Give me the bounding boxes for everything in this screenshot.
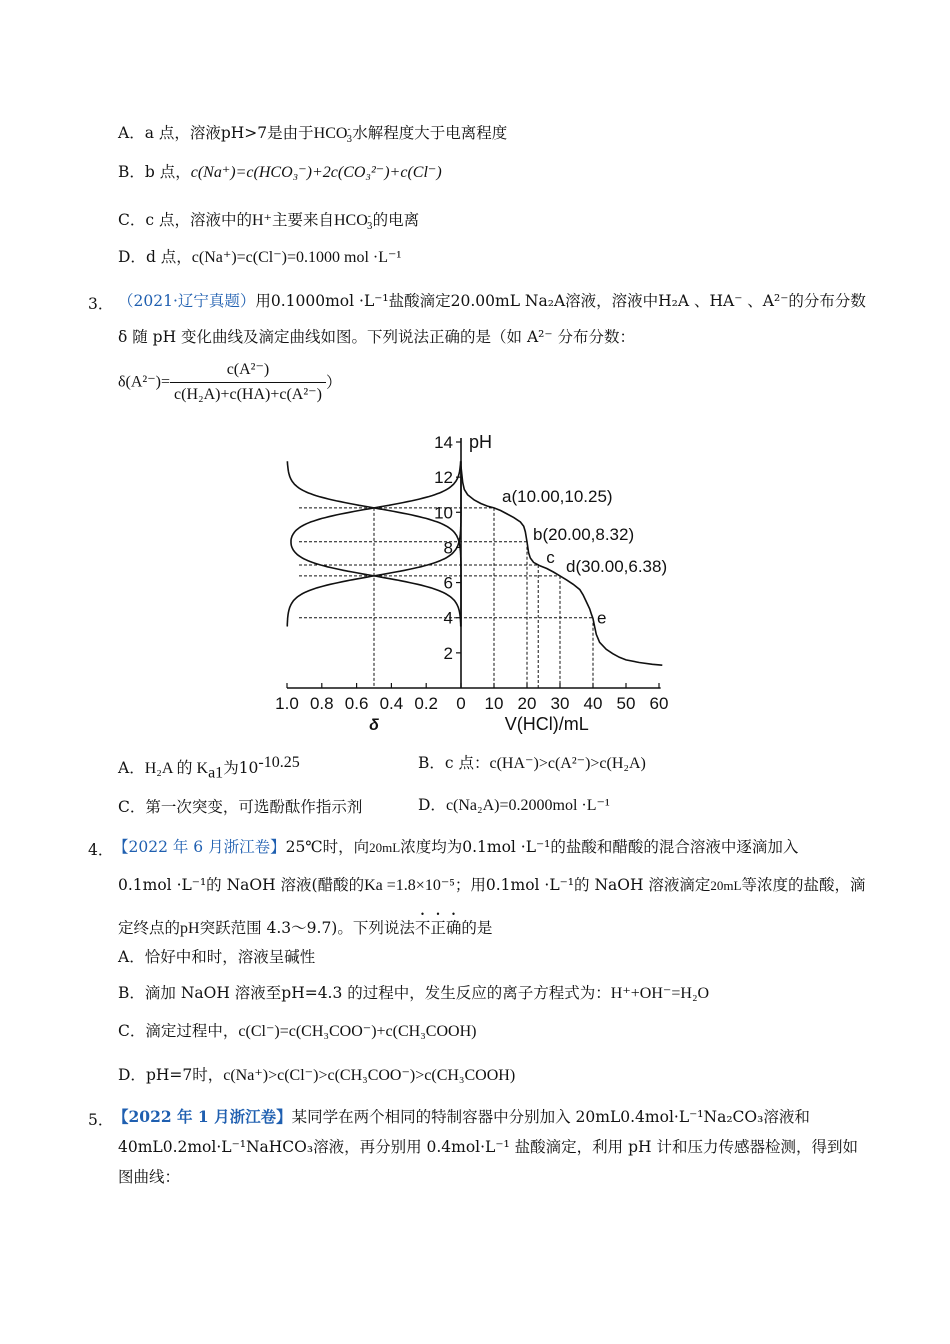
y-tick-label: 2 [443, 643, 453, 663]
volume-tick-label: 50 [616, 694, 636, 713]
q3-option-c: C．第一次突变，可选酚酞作指示剂 [118, 798, 363, 816]
y-tick-label: 10 [434, 503, 453, 523]
q4-stem-line3: 定终点的pH突跃范围 4.3～9.7)。下列说法不正确的是 [118, 919, 493, 937]
delta-axis-label: δ [369, 717, 379, 734]
volume-tick-label: 40 [583, 694, 603, 713]
q5-source: 【2022 年 1 月浙江卷】 [113, 1107, 292, 1126]
y-tick-label: 8 [443, 538, 453, 558]
delta-tick-label: 0.2 [414, 694, 439, 713]
q3-option-d: D．c(Na₂A)=0.2000mol ·L⁻¹ [418, 796, 610, 814]
q3-stem-line1: （2021·辽宁真题）用0.1000mol ·L⁻¹盐酸滴定20.00mL Na₂A溶液，溶液中H₂A 、HA⁻ 、A²⁻的分布分数 [118, 292, 866, 310]
delta-tick-label: 0.4 [379, 694, 404, 713]
q4-option-b: B．滴加 NaOH 溶液至pH=4.3 的过程中，发生反应的离子方程式为：H⁺+OH⁻=H₂O [118, 984, 710, 1002]
point-label: a(10.00,10.25) [502, 486, 613, 506]
titration-chart [270, 430, 680, 740]
q4-option-d: D．pH=7时，c(Na⁺)>c(Cl⁻)>c(CH₃COO⁻)>c(CH₃COOH) [118, 1066, 516, 1084]
q4-source: 【2022 年 6 月浙江卷】 [113, 838, 286, 856]
q2-option-d: D．d 点，c(Na⁺)=c(Cl⁻)=0.1000 mol ·L⁻¹ [118, 248, 402, 266]
q2-option-a: A．a 点，溶液pH>7是由于$HCO^-_3$水解程度大于电离程度 [118, 124, 508, 146]
delta-tick-label: 0.6 [344, 694, 369, 713]
volume-tick-label: 20 [517, 694, 537, 713]
q3-formula: δ(A²⁻)= $\frac{\text{c(A²⁻)}}{\text{c(H₂A)+c(HA)+c(A²⁻)}}$ ） [118, 361, 342, 403]
q3-number: 3． [88, 295, 114, 313]
q4-stem-line1: 【2022 年 6 月浙江卷】25℃时，向20mL浓度均为0.1mol ·L⁻¹的盐酸和醋酸的混合溶液中逐滴加入 [113, 838, 799, 856]
y-tick-label: 6 [443, 573, 453, 593]
q4-option-c: C．滴定过程中，c(Cl⁻)=c(CH₃COO⁻)+c(CH₃COOH) [118, 1022, 477, 1040]
q3-source: （2021·辽宁真题） [118, 292, 256, 310]
q3-option-b: B．c 点：c(HA⁻)>c(A²⁻)>c(H₂A) [418, 754, 646, 772]
x-axis-label: V(HCl)/mL [504, 714, 589, 734]
q3-option-a: A．H₂A 的 $K_{a1}$为$10^{-10.25}$ [118, 754, 300, 782]
y-tick-label: 14 [434, 433, 453, 452]
q4-option-a: A．恰好中和时，溶液呈碱性 [118, 948, 316, 966]
q4-stem-line2: 0.1mol ·L⁻¹的 NaOH 溶液(醋酸的Ka =1.8×10⁻⁵；用0.1mol ·L⁻¹的 NaOH 溶液滴定20mL等浓度的盐酸，滴 [118, 876, 866, 894]
q3-stem-line2: δ 随 pH 变化曲线及滴定曲线如图。下列说法正确的是（如 A²⁻ 分布分数： [118, 328, 635, 346]
volume-tick-label: 30 [550, 694, 570, 713]
point-label: b(20.00,8.32) [533, 524, 635, 544]
volume-tick-label: 60 [649, 694, 669, 713]
delta-tick-label: 0.8 [309, 694, 334, 713]
y-tick-label: 4 [443, 608, 453, 628]
q5-stem-line2: 40mL0.2mol·L⁻¹NaHCO₃溶液，再分别用 0.4mol·L⁻¹ 盐酸滴定，利用 pH 计和压力传感器检测，得到如 [118, 1138, 858, 1156]
point-label: d(30.00,6.38) [566, 556, 668, 576]
point-label: e [597, 608, 607, 628]
delta-tick-label: 0 [456, 694, 466, 713]
volume-tick-label: 10 [484, 694, 504, 713]
q4-number: 4． [88, 841, 114, 859]
delta-tick-label: 1.0 [275, 694, 299, 713]
point-label: c [546, 548, 555, 567]
y-tick-label: 12 [434, 468, 453, 488]
q5-number: 5． [88, 1111, 114, 1129]
q5-stem-line1: 【2022 年 1 月浙江卷】某同学在两个相同的特制容器中分别加入 20mL0.4mol·L⁻¹Na₂CO₃溶液和 [113, 1107, 810, 1126]
q5-stem-line3: 图曲线： [118, 1168, 181, 1186]
y-axis-label: pH [469, 432, 493, 452]
q2-option-c: C．c 点，溶液中的H⁺主要来自$HCO^-_3$的电离 [118, 211, 420, 233]
q2-option-b: B．b 点，c(Na⁺)=c(HCO₃⁻)+2c(CO₃²⁻)+c(Cl⁻) [118, 163, 442, 181]
